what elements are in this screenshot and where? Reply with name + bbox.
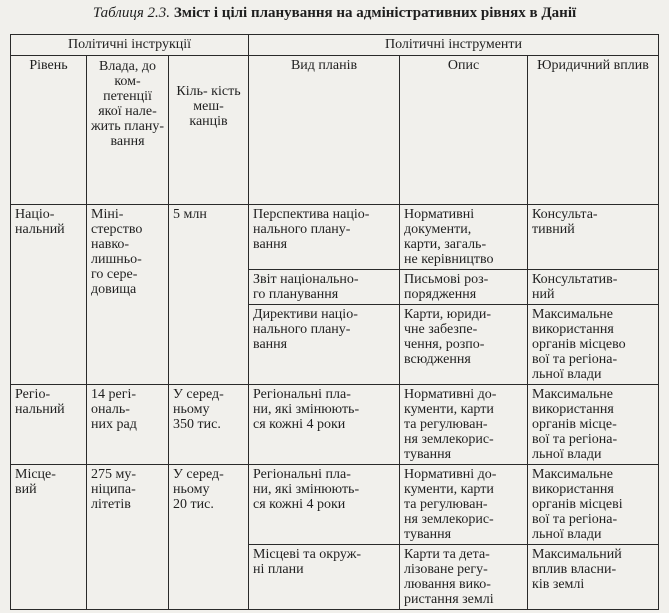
plan-description: Нормативні до- кументи, карти та регулюван- ня землекорис- тування [400,465,528,545]
plan-description: Нормативні до- кументи, карти та регулюван- ня землекорис- тування [400,385,528,465]
header-columns-row [11,56,659,205]
plan-legal-effect: Максимальне використання органів місцево вої та регіона- льної влади [528,305,659,385]
header-description: Опис [400,56,528,205]
table-row [11,205,659,270]
table-title: Зміст і цілі планування на адміністративних рівнях в Данії [173,5,577,21]
plan-description: Карти та дета- лізоване регу- лювання вико- ристання землі [400,545,528,610]
residents-local: У серед- ньому 20 тис. [169,465,249,610]
header-legal-effect: Юридичний вплив [528,56,659,205]
residents-national: 5 млн [169,205,249,385]
plan-type: Регіональні пла- ни, які змінюють- ся кожні 4 роки [249,465,400,545]
plan-legal-effect: Максимальне використання органів місце- вої та регіона- льної влади [528,385,659,465]
header-residents: Кіль- кість меш- канців [169,56,249,205]
table-row [11,385,659,465]
plan-description: Карти, юриди- чне забезпе- чення, розпо- всюдження [400,305,528,385]
plan-type: Перспектива націо- нального плану- вання [249,205,400,270]
header-plan-type: Вид планів [249,56,400,205]
authority-regional: 14 регі- ональ- них рад [87,385,169,465]
plan-type: Регіональні пла- ни, які змінюють- ся кожні 4 роки [249,385,400,465]
plan-description: Нормативні документи, карти, загаль- не керівництво [400,205,528,270]
planning-table [10,34,659,610]
plan-legal-effect: Консультатив- ний [528,270,659,305]
level-local: Місце- вий [11,465,87,610]
plan-legal-effect: Максимальне використання органів місцеві вої та регіона- льної влади [528,465,659,545]
plan-type: Місцеві та окруж- ні плани [249,545,400,610]
plan-type: Звіт національно- го планування [249,270,400,305]
header-group-row [11,35,659,56]
plan-type: Директиви націо- нального плану- вання [249,305,400,385]
residents-regional: У серед- ньому 350 тис. [169,385,249,465]
level-national: Націо- нальний [11,205,87,385]
table-caption [0,4,669,22]
table-row [11,465,659,545]
header-political-instructions: Політичні інструкції [11,35,249,56]
level-regional: Регіо- нальний [11,385,87,465]
table-number: Таблиця 2.3. [92,5,171,21]
plan-legal-effect: Максимальний вплив власни- ків землі [528,545,659,610]
header-political-instruments: Політичні інструменти [249,35,659,56]
plan-description: Письмові роз- порядження [400,270,528,305]
header-level: Рівень [11,56,87,205]
plan-legal-effect: Консульта- тивний [528,205,659,270]
authority-local: 275 му- ніципа- літетів [87,465,169,610]
header-authority: Влада, до ком- петенції якої нале- жить плану- вання [87,56,169,205]
authority-national: Міні- стерство навко- лишньо- го сере- довища [87,205,169,385]
